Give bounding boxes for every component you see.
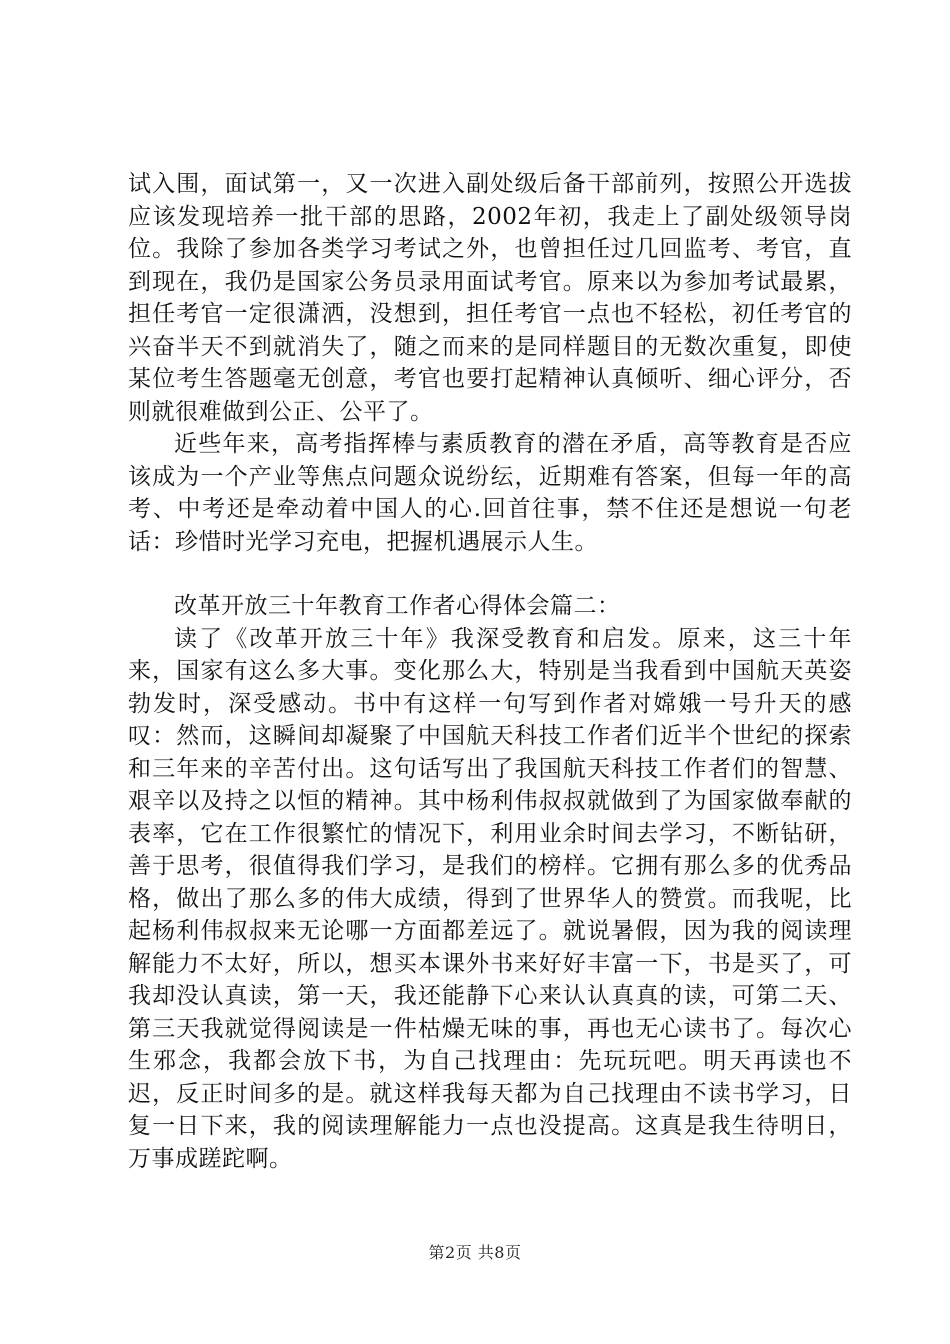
document-body: [128, 168, 852, 1175]
paragraph-gap: [128, 558, 852, 590]
paragraph-reading-reflection: 读了《改革开放三十年》我深受教育和启发。原来，这三十年来，国家有这么多大事。变化那么大，特别是当我看到中国航天英姿勃发时，深受感动。书中有这样一句写到作者对嫦娥一号升天的感叹：然而，这瞬间却凝聚了中国航天科技工作者们近半个世纪的探索和三年来的辛苦付出。这句话写出了我国航天科技工作者们的智慧、艰辛以及持之以恒的精神。其中杨利伟叔叔就做到了为国家做奉献的表率，它在工作很繁忙的情况下，利用业余时间去学习，不断钻研，善于思考，很值得我们学习，是我们的榜样。它拥有那么多的优秀品格，做出了那么多的伟大成绩，得到了世界华人的赞赏。而我呢，比起杨利伟叔叔来无论哪一方面都差远了。就说暑假，因为我的阅读理解能力不太好，所以，想买本课外书来好好丰富一下，书是买了，可我却没认真读，第一天，我还能静下心来认认真真的读，可第二天、第三天我就觉得阅读是一件枯燥无味的事，再也无心读书了。每次心生邪念，我都会放下书，为自己找理由：先玩玩吧。明天再读也不迟，反正时间多的是。就这样我每天都为自己找理由不读书学习，日复一日下来，我的阅读理解能力一点也没提高。这真是我生待明日，万事成蹉跎啊。: [128, 625, 852, 1172]
page-number-footer: 第2页 共8页: [428, 1243, 522, 1262]
paragraph-continued: 试入围，面试第一，又一次进入副处级后备干部前列，按照公开选拔应该发现培养一批干部的思路，2002年初，我走上了副处级领导岗位。我除了参加各类学习考试之外，也曾担任过几回监考、考官，直到现在，我仍是国家公务员录用面试考官。原来以为参加考试最累，担任考官一定很潇洒，没想到，担任考官一点也不轻松，初任考官的兴奋半天不到就消失了，随之而来的是同样题目的无数次重复，即使某位考生答题毫无创意，考官也要打起精神认真倾听、细心评分，否则就很难做到公正、公平了。: [128, 171, 852, 425]
section-heading: 改革开放三十年教育工作者心得体会篇二：: [174, 593, 621, 619]
paragraph-exam-reflection: 近些年来，高考指挥棒与素质教育的潜在矛盾，高等教育是否应该成为一个产业等焦点问题众说纷纭，近期难有答案，但每一年的高考、中考还是牵动着中国人的心.回首往事，禁不住还是想说一句老话：珍惜时光学习充电，把握机遇展示人生。: [128, 431, 852, 555]
